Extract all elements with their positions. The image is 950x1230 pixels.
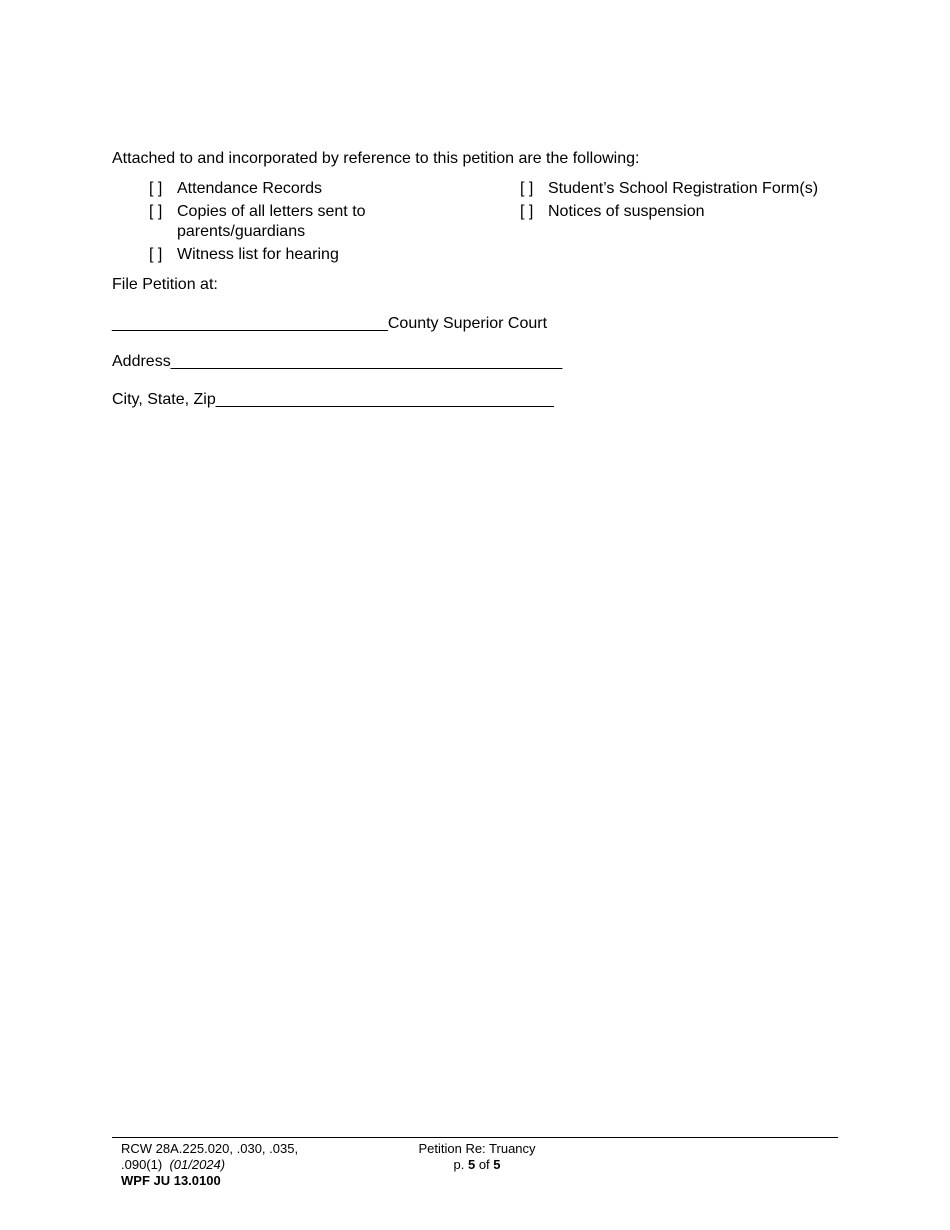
file-petition-heading: File Petition at: xyxy=(112,276,218,293)
form-revision-date: (01/2024) xyxy=(169,1157,226,1172)
checklist-label: Witness list for hearing xyxy=(177,246,339,263)
checkbox-registration-forms[interactable]: [ ] xyxy=(520,180,534,197)
county-court-label: County Superior Court xyxy=(387,315,548,332)
page-prefix: p. xyxy=(453,1157,465,1172)
checkbox-witness-list[interactable]: [ ] xyxy=(149,246,163,263)
attachments-left-column xyxy=(149,179,479,268)
footer-title-block xyxy=(412,1141,542,1173)
checklist-item-copies-of-letters[interactable] xyxy=(149,202,479,242)
address-blank[interactable]: ____________________________________________ xyxy=(170,353,563,370)
checklist-item-attendance-records[interactable] xyxy=(149,179,479,199)
checklist-item-registration-forms[interactable] xyxy=(520,179,850,199)
footer-divider xyxy=(112,1137,838,1138)
page-total: 5 xyxy=(493,1157,501,1172)
page-of: of xyxy=(478,1157,490,1172)
county-court-blank[interactable]: _______________________________ xyxy=(112,315,388,332)
city-state-zip-field[interactable] xyxy=(112,391,554,409)
footer-citation xyxy=(121,1141,298,1189)
checklist-label: Attendance Records xyxy=(177,180,322,197)
address-label: Address xyxy=(112,353,171,370)
checkbox-copies-of-letters[interactable]: [ ] xyxy=(149,203,163,220)
footer-form-title: Petition Re: Truancy xyxy=(418,1141,536,1156)
checklist-label: Copies of all letters sent to parents/guardians xyxy=(177,203,366,240)
rcw-citation-line1: RCW 28A.225.020, .030, .035, xyxy=(121,1141,299,1156)
checklist-item-witness-list[interactable] xyxy=(149,245,479,265)
page-current: 5 xyxy=(467,1157,476,1172)
checkbox-notices-of-suspension[interactable]: [ ] xyxy=(520,203,534,220)
county-court-field[interactable] xyxy=(112,315,547,333)
city-state-zip-label: City, State, Zip xyxy=(112,391,216,408)
checklist-item-notices-of-suspension[interactable] xyxy=(520,202,850,222)
form-id: WPF JU 13.0100 xyxy=(121,1173,221,1188)
rcw-citation-continued: .090(1) xyxy=(121,1157,163,1172)
address-field[interactable] xyxy=(112,353,562,371)
checkbox-attendance-records[interactable]: [ ] xyxy=(149,180,163,197)
attachments-intro: Attached to and incorporated by reference to this petition are the following: xyxy=(112,150,640,167)
page-number xyxy=(412,1157,542,1173)
checklist-label: Student’s School Registration Form(s) xyxy=(548,180,819,197)
city-state-zip-blank[interactable]: ______________________________________ xyxy=(215,391,554,408)
attachments-right-column xyxy=(520,179,850,225)
checklist-label: Notices of suspension xyxy=(548,203,705,220)
rcw-citation-line2 xyxy=(121,1157,298,1173)
